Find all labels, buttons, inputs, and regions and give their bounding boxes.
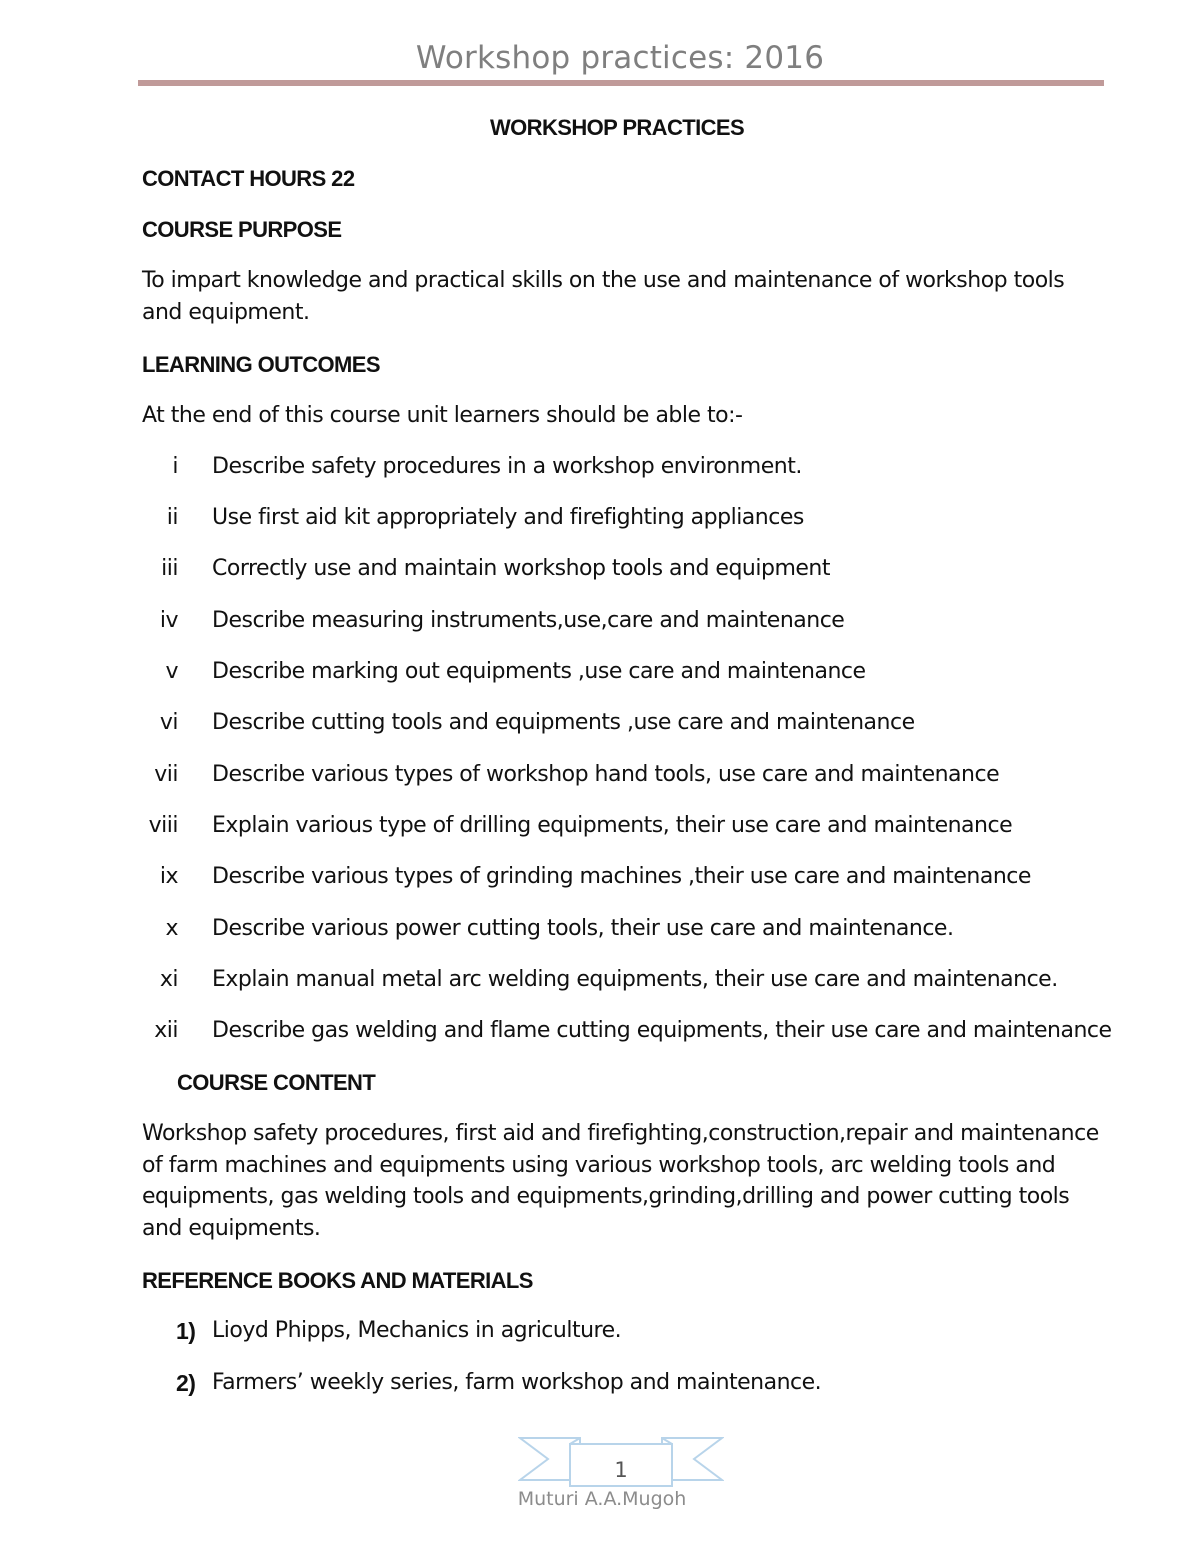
contact-hours: CONTACT HOURS 22 — [142, 166, 355, 191]
list-item-text: Farmers’ weekly series, farm workshop and maintenance. — [212, 1370, 822, 1395]
learning-outcomes-intro: At the end of this course unit learners should be able to:- — [142, 403, 743, 428]
list-item-text: Describe marking out equipments ,use care and maintenance — [212, 659, 866, 684]
page-number: 1 — [614, 1458, 628, 1482]
list-item-text: Describe gas welding and flame cutting equipments, their use care and maintenance — [212, 1018, 1112, 1043]
list-item-number: ix — [159, 864, 178, 889]
learning-outcomes-heading: LEARNING OUTCOMES — [142, 352, 380, 377]
list-item-text: Describe various types of workshop hand tools, use care and maintenance — [212, 762, 1000, 787]
list-item-text: Use first aid kit appropriately and firefighting appliances — [212, 505, 804, 530]
list-item-number: 2) — [176, 1370, 196, 1396]
list-item-number: viii — [148, 813, 178, 838]
document-title: WORKSHOP PRACTICES — [490, 115, 745, 140]
list-item-text: Describe cutting tools and equipments ,use care and maintenance — [212, 710, 915, 735]
course-purpose-heading: COURSE PURPOSE — [142, 217, 342, 242]
list-item-number: v — [165, 659, 178, 684]
course-content-heading: COURSE CONTENT — [177, 1070, 376, 1095]
running-header: Workshop practices: 2016 — [415, 40, 825, 76]
list-item-text: Describe various types of grinding machines ,their use care and maintenance — [212, 864, 1031, 889]
list-item-number: iii — [161, 556, 178, 581]
list-item-text: Describe various power cutting tools, their use care and maintenance. — [212, 916, 954, 941]
list-item-number: vi — [159, 710, 178, 735]
list-item-number: xii — [154, 1018, 178, 1043]
list-item-text: Explain various type of drilling equipments, their use care and maintenance — [212, 813, 1013, 838]
list-item-number: x — [165, 916, 178, 941]
list-item-number: i — [172, 454, 178, 479]
list-item-text: Describe safety procedures in a workshop environment. — [212, 454, 802, 479]
course-purpose-text: To impart knowledge and practical skills on the use and maintenance of workshop tools and equipment. — [142, 268, 1065, 325]
list-item-number: ii — [166, 505, 178, 530]
list-item-text: Describe measuring instruments,use,care and maintenance — [212, 608, 845, 633]
list-item-number: iv — [159, 608, 178, 633]
list-item-text: Lioyd Phipps, Mechanics in agriculture. — [212, 1318, 622, 1343]
list-item-text: Correctly use and maintain workshop tools and equipment — [212, 556, 830, 581]
list-item-number: 1) — [176, 1318, 196, 1344]
references-heading: REFERENCE BOOKS AND MATERIALS — [142, 1268, 533, 1293]
footer-author: Muturi A.A.Mugoh — [517, 1488, 687, 1510]
list-item-text: Explain manual metal arc welding equipments, their use care and maintenance. — [212, 967, 1058, 992]
header-rule — [138, 80, 1104, 86]
course-content-text: Workshop safety procedures, first aid and firefighting,construction,repair and maintenance of farm machines and equipments using various workshop tools, arc welding tools and equipments, gas welding tools and equipments,grinding,drilling and power cutting tools and equipments. — [142, 1121, 1099, 1241]
list-item-number: xi — [159, 967, 178, 992]
list-item-number: vii — [154, 762, 178, 787]
